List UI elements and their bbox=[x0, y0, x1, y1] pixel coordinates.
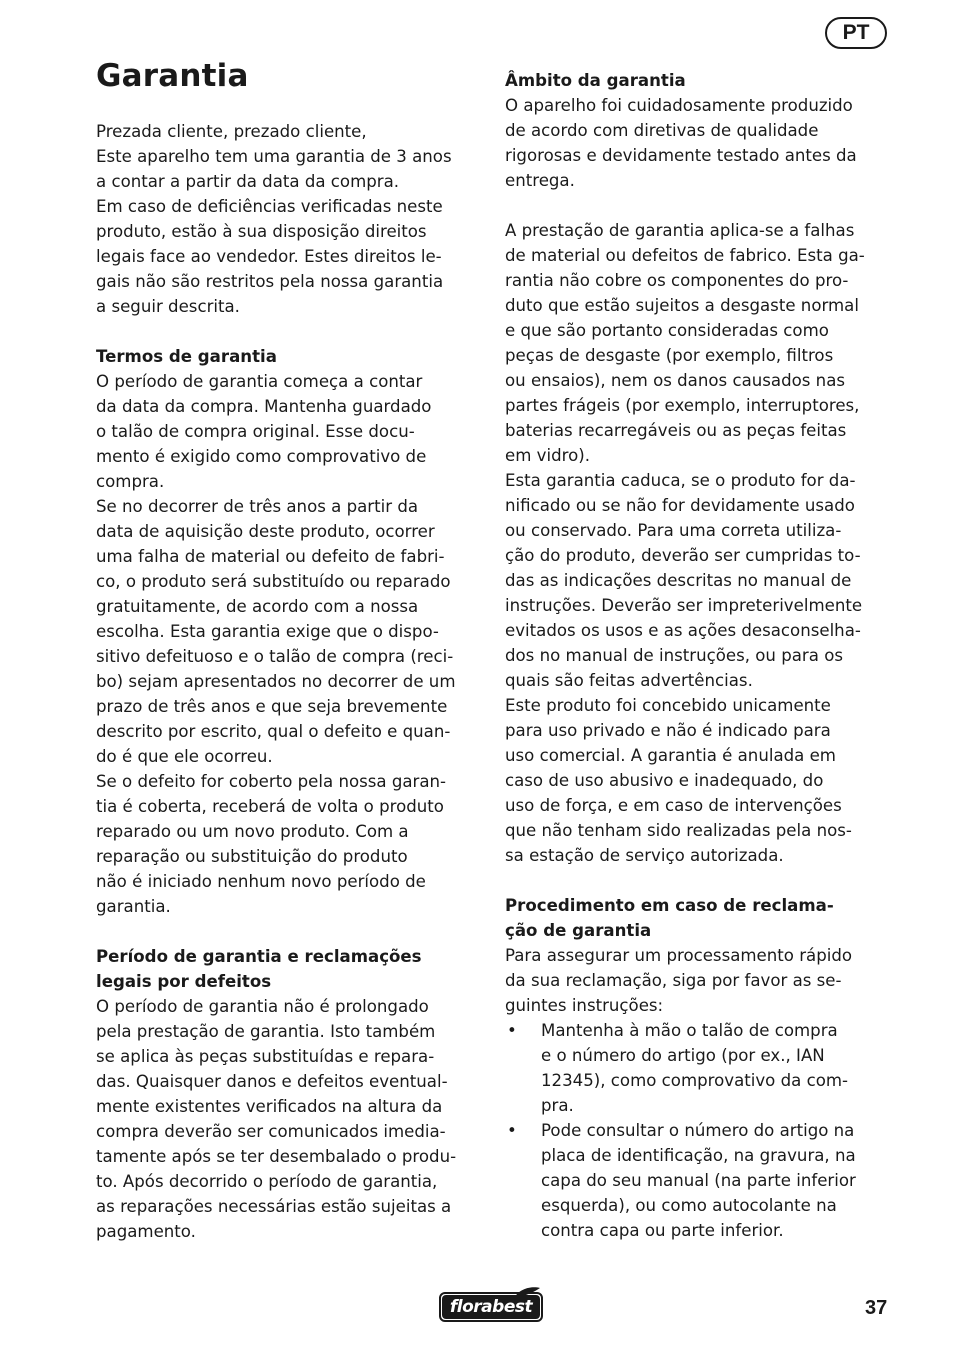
bullet-dot: • bbox=[507, 1121, 517, 1140]
intro-paragraph: Prezada cliente, prezado cliente, Este aparelho tem uma garantia de 3 anos a contar a partir da data da compra. Em caso de deficiências verificadas neste produto, estão à sua disposição direitos legais face ao vendedor. Estes direitos le- gais não são restritos pela nossa garantia a seguir descrita. bbox=[96, 122, 452, 316]
terms-heading: Termos de garantia bbox=[96, 347, 277, 366]
florabest-logo bbox=[436, 1288, 548, 1326]
procedure-intro: Para assegurar um processamento rápido da sua reclamação, siga por favor as se- guintes instruções: bbox=[505, 946, 853, 1015]
terms-paragraph: O período de garantia começa a contar da data da compra. Mantenha guardado o talão de compra original. Esse docu- mento é exigido como comprovativo de compra. Se no decorrer de três anos a partir da data de aquisição deste produto, ocorrer uma falha de material ou defeito de fabri- co, o produto será substituído ou reparado gratuitamente, de acordo com a nossa escolha. Esta garantia exige que o dispo- sitivo defeituoso e o talão de compra (reci- bo) sejam apresentados no decorrer de um prazo de três anos e que seja brevemente descrito por escrito, qual o defeito e quan- do é que ele ocorreu. Se o defeito for coberto pela nossa garan- tia é coberta, receberá de volta o produto reparado ou um novo produto. Com a reparação ou substituição do produto não é iniciado nenhum novo período de garantia. bbox=[96, 372, 456, 916]
procedure-heading: Procedimento em caso de reclama- ção de garantia bbox=[505, 896, 834, 940]
page-number: 37 bbox=[865, 1297, 888, 1319]
period-paragraph: O período de garantia não é prolongado pela prestação de garantia. Isto também se aplica às peças substituídas e repara- das. Quaisquer danos e defeitos eventual- mente existentes verificados na altura da compra deverão ser comunicados imedia- tamente após se ter desembalado o produ- to. Após decorrido o período de garantia, as reparações necessárias estão sujeitas a pagamento. bbox=[96, 997, 457, 1241]
page-title: Garantia bbox=[96, 58, 249, 94]
list-item bbox=[505, 1018, 891, 1118]
procedure-bullet-list bbox=[505, 1018, 891, 1243]
bullet-text: Mantenha à mão o talão de compra e o número do artigo (por ex., IAN 12345), como comprovativo da com- pra. bbox=[541, 1021, 849, 1115]
leaf-icon bbox=[512, 1286, 542, 1300]
scope-heading: Âmbito da garantia bbox=[505, 71, 686, 90]
logo-wordmark: florabest bbox=[442, 1295, 540, 1319]
scope-paragraph-1: O aparelho foi cuidadosamente produzido de acordo com diretivas de qualidade rigorosas e devidamente testado antes da entrega. bbox=[505, 96, 857, 190]
right-column bbox=[505, 68, 891, 1243]
bullet-text: Pode consultar o número do artigo na placa de identificação, na gravura, na capa do seu manual (na parte inferior esquerda), ou como autocolante na contra capa ou parte inferior. bbox=[541, 1121, 856, 1240]
scope-paragraph-2: A prestação de garantia aplica-se a falhas de material ou defeitos de fabrico. Esta ga- rantia não cobre os componentes do pro- duto que estão sujeitos a desgaste normal e que são portanto consideradas como peças de desgaste (por exemplo, filtros ou ensaios), nem os danos causados nas partes frágeis (por exemplo, interruptores, baterias recarregáveis ou as peças feitas em vidro). Esta garantia caduca, se o produto for da- nificado ou se não for devidamente usado ou conservado. Para uma correta utiliza- ção do produto, deverão ser cumpridas to- das as indicações descritas no manual de instruções. Deverão ser impreterivelmente evitados os usos e as ações desaconselha- dos no manual de instruções, ou para os quais são feitas advertências. Este produto foi concebido unicamente para uso privado e não é indicado para uso comercial. A garantia é anulada em caso de uso abusivo e inadequado, do uso de força, e em caso de intervenções que não tenham sido realizadas pela nos- sa estação de serviço autorizada. bbox=[505, 221, 865, 865]
language-badge: PT bbox=[825, 17, 887, 49]
left-column bbox=[96, 119, 482, 1244]
period-heading: Período de garantia e reclamações legais por defeitos bbox=[96, 947, 422, 991]
bullet-dot: • bbox=[507, 1021, 517, 1040]
list-item bbox=[505, 1118, 891, 1243]
